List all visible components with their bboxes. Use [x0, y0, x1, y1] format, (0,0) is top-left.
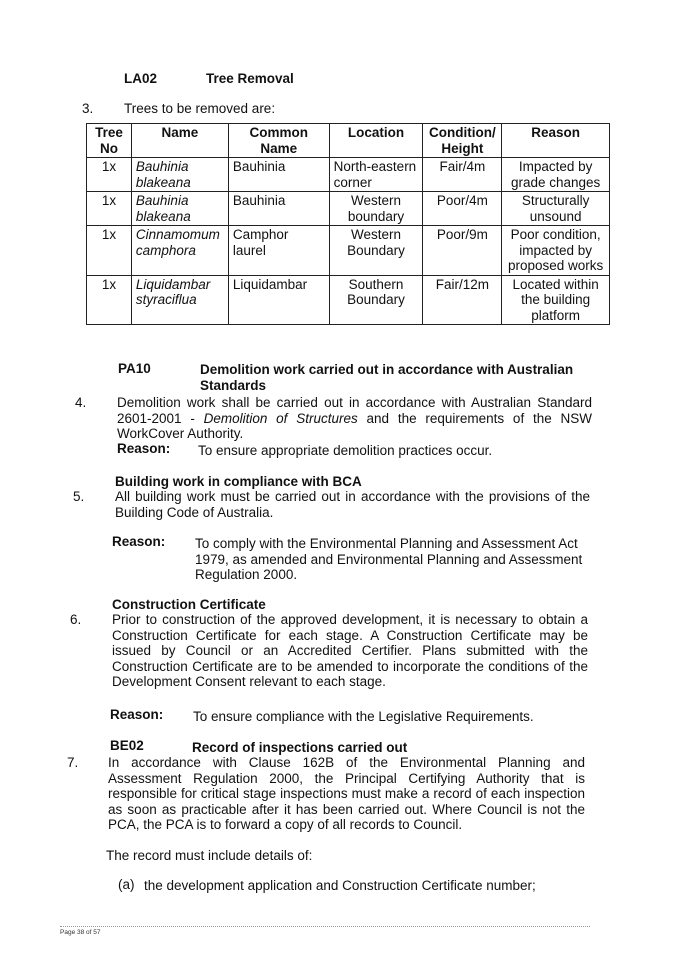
cell-common-name: Camphor laurel — [228, 226, 329, 276]
cc-reason: To ensure compliance with the Legislative Requirements. — [193, 709, 534, 724]
pa10-text — [117, 395, 592, 442]
pa10-reason-label: Reason: — [117, 441, 171, 456]
cc-text: Prior to construction of the approved development, it is necessary to obtain a Construction Certificate for each stage. A Construction Certificate may be issued by Council or an Accredited Certifier. Plans submitted with the Construction Certificate are to be amended to incorporate the conditions of the Development Consent relevant to each stage. — [112, 612, 588, 689]
cell-condition: Poor/4m — [423, 192, 502, 226]
bca-reason-label: Reason: — [112, 534, 166, 549]
cell-tree-no: 1x — [87, 158, 132, 192]
pa10-reason: To ensure appropriate demolition practices occur. — [198, 443, 493, 458]
cell-location: North-eastern corner — [329, 158, 423, 192]
table-row — [87, 226, 610, 276]
cell-tree-no: 1x — [87, 226, 132, 276]
cell-name: Bauhinia blakeana — [131, 158, 228, 192]
cell-location: Western boundary — [329, 192, 423, 226]
header-reason: Reason — [502, 124, 610, 158]
la02-code: LA02 — [124, 71, 158, 86]
bca-title: Building work in compliance with BCA — [115, 474, 362, 489]
header-tree-no: Tree No — [87, 124, 132, 158]
table-header-row — [87, 124, 610, 158]
cell-reason: Located within the building platform — [502, 275, 610, 325]
cell-common-name: Bauhinia — [228, 158, 329, 192]
item-3-number: 3. — [82, 101, 94, 116]
item-a-text: the development application and Construction Certificate number; — [144, 878, 536, 893]
cell-name: Cinnamomum camphora — [131, 226, 228, 276]
pa10-code: PA10 — [118, 361, 151, 376]
item-a-label: (a) — [118, 877, 135, 892]
header-condition-height: Condition/ Height — [423, 124, 502, 158]
pa10-text-italic: Demolition of Structures — [203, 410, 358, 426]
trees-table — [86, 123, 610, 325]
bca-text: All building work must be carried out in accordance with the provisions of the Building Code of Australia. — [115, 489, 590, 520]
cell-name: Liquidambar styraciflua — [131, 275, 228, 325]
cc-reason-label: Reason: — [110, 707, 164, 722]
cell-condition: Poor/9m — [423, 226, 502, 276]
cell-location: Western Boundary — [329, 226, 423, 276]
bca-reason: To comply with the Environmental Planning and Assessment Act 1979, as amended and Environmental Planning and Assessment Regulation 2000. — [195, 536, 583, 582]
be02-text: In accordance with Clause 162B of the Environmental Planning and Assessment Regulation 2000, the Principal Certifying Authority that is responsible for critical stage inspections must make a record of each inspection as soon as practicable after it has been carried out. Where Council is not the PCA, the PCA is to forward a copy of all records to Council. — [108, 755, 585, 832]
cell-name: Bauhinia blakeana — [131, 192, 228, 226]
table-row — [87, 192, 610, 226]
cell-tree-no: 1x — [87, 275, 132, 325]
item-5-number: 5. — [73, 489, 85, 504]
header-location: Location — [329, 124, 423, 158]
table-row — [87, 158, 610, 192]
item-6-number: 6. — [70, 612, 82, 627]
header-common-name: Common Name — [228, 124, 329, 158]
cell-condition: Fair/4m — [423, 158, 502, 192]
cell-condition: Fair/12m — [423, 275, 502, 325]
item-7-number: 7. — [67, 755, 79, 770]
record-intro: The record must include details of: — [106, 848, 313, 863]
cell-common-name: Bauhinia — [228, 192, 329, 226]
cc-title: Construction Certificate — [112, 597, 266, 612]
cell-reason: Structurally unsound — [502, 192, 610, 226]
pa10-text-b: and the requirements of the NSW WorkCover Authority. — [117, 410, 593, 441]
cell-reason: Poor condition, impacted by proposed works — [502, 226, 610, 276]
page-number: Page 38 of 57 — [60, 929, 101, 936]
be02-code: BE02 — [110, 738, 144, 753]
cell-common-name: Liquidambar — [228, 275, 329, 325]
item-3-intro: Trees to be removed are: — [124, 101, 276, 116]
cell-tree-no: 1x — [87, 192, 132, 226]
item-4-number: 4. — [75, 395, 87, 410]
cell-location: Southern Boundary — [329, 275, 423, 325]
pa10-text-a: Demolition work shall be carried out in accordance with Australian Standard 2601-2001 - — [117, 395, 592, 426]
be02-title: Record of inspections carried out — [192, 740, 408, 755]
table-row — [87, 275, 610, 325]
pa10-title: Demolition work carried out in accordance with Australian Standards — [200, 362, 574, 393]
footer-divider — [60, 926, 590, 927]
cell-reason: Impacted by grade changes — [502, 158, 610, 192]
la02-title: Tree Removal — [206, 71, 294, 86]
header-name: Name — [131, 124, 228, 158]
